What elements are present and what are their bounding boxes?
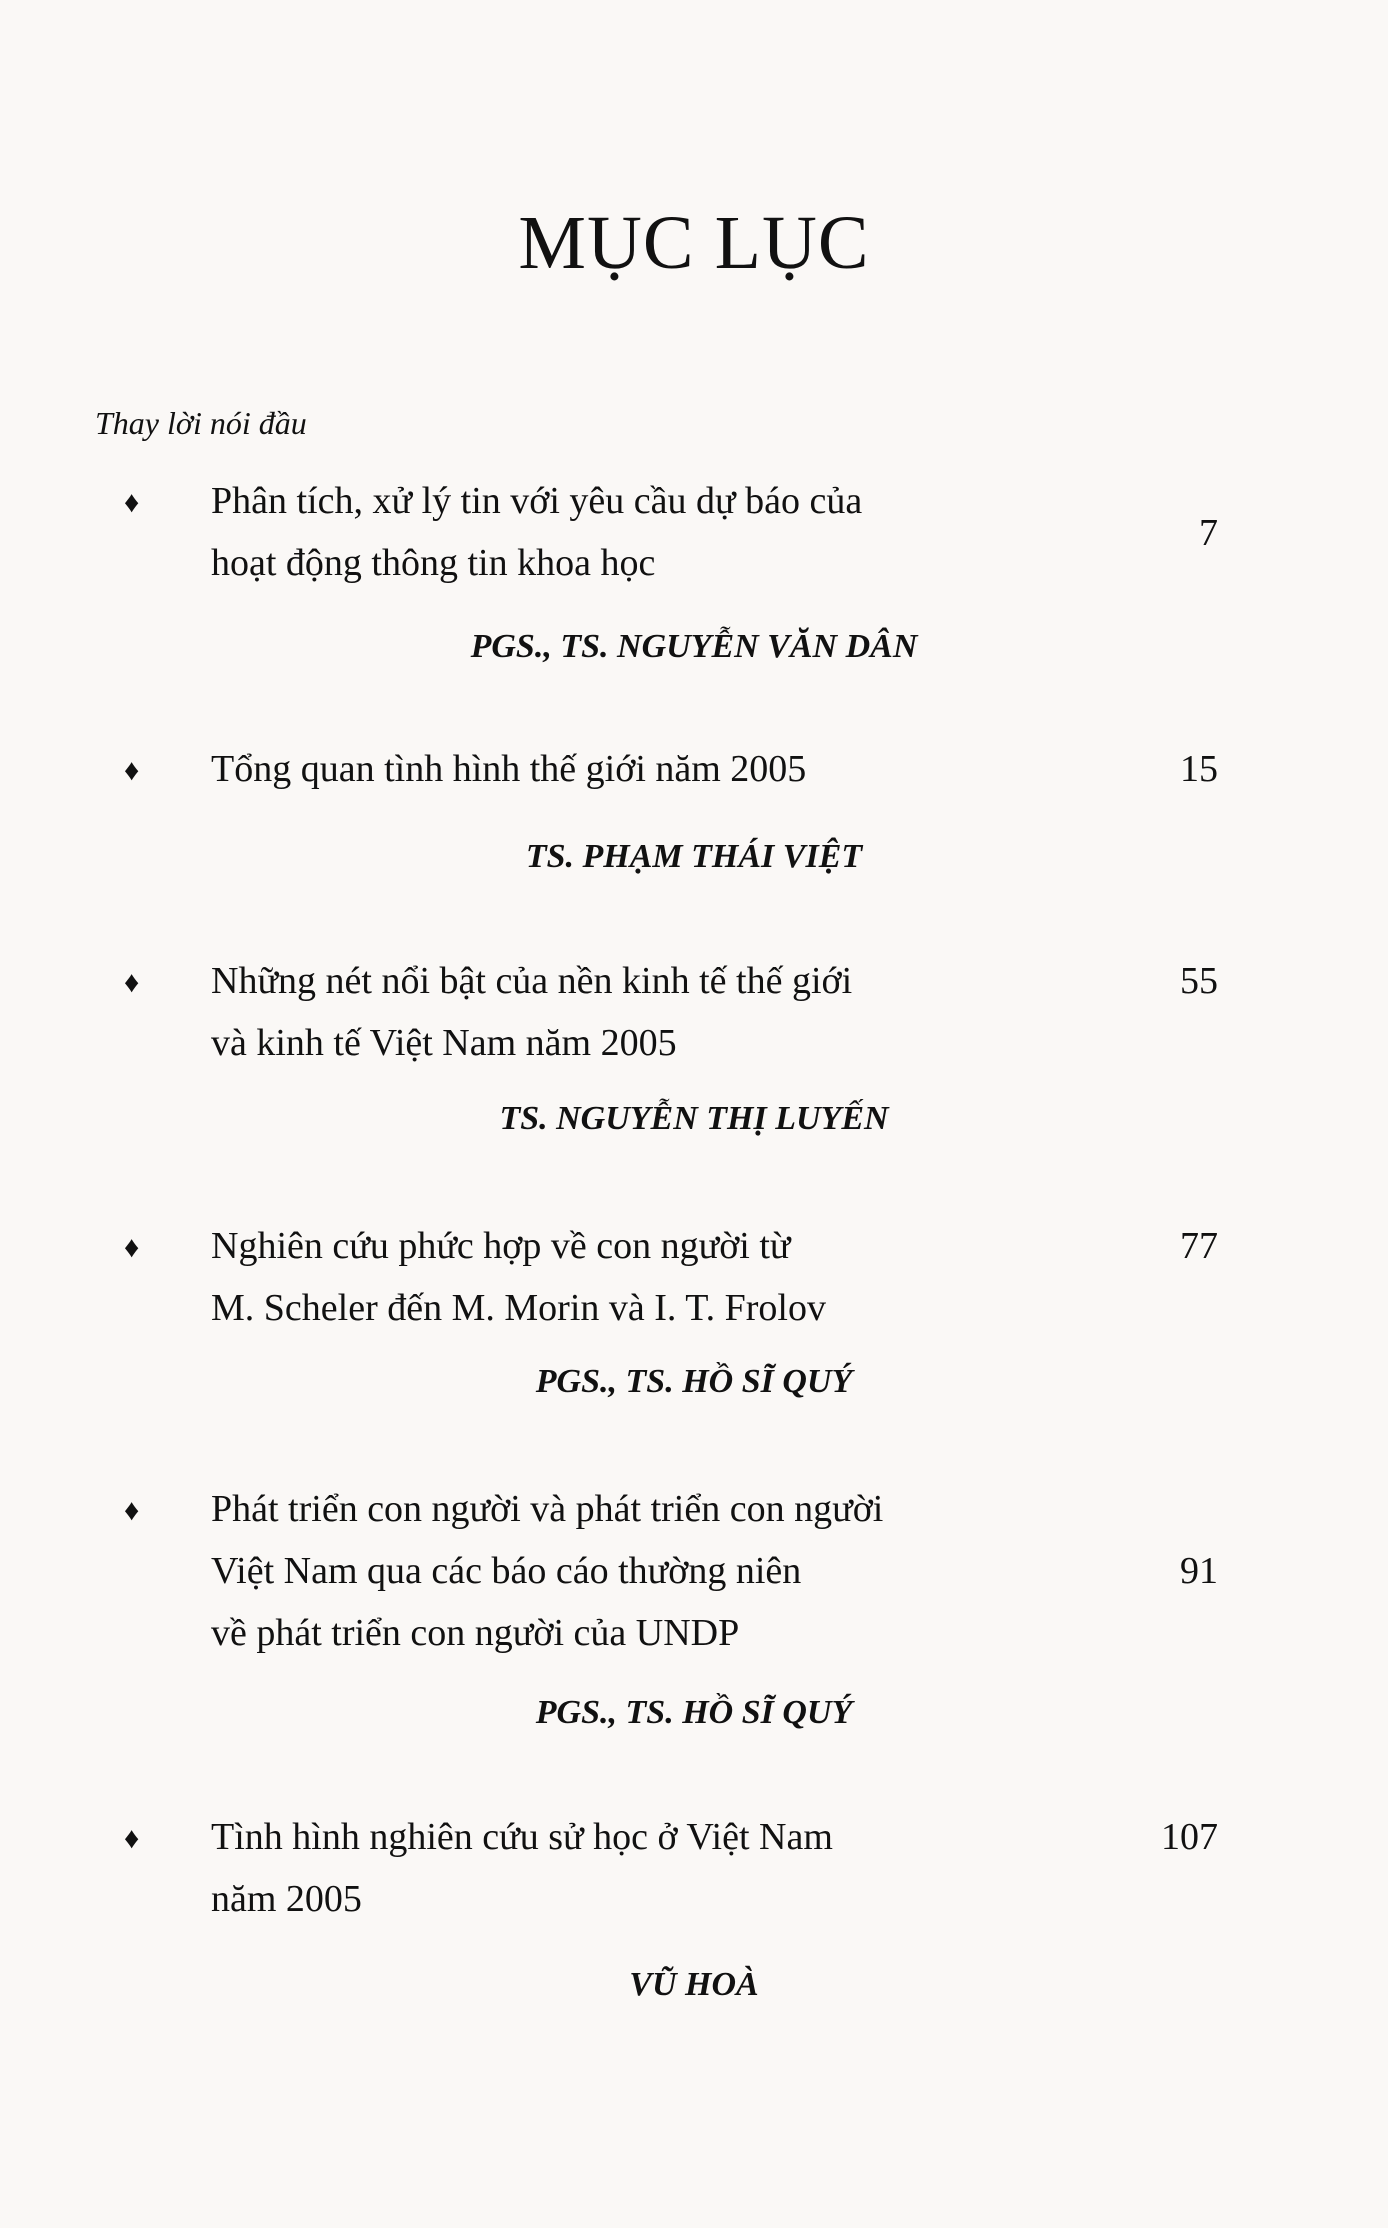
entry-title-line: Tổng quan tình hình thế giới năm 2005 [211,748,807,790]
entry-title[interactable] [211,1806,1031,1930]
entry-title[interactable] [211,470,1031,594]
diamond-bullet-icon: ♦ [124,486,140,519]
entry-title-line: Phân tích, xử lý tin với yêu cầu dự báo của [211,480,863,522]
diamond-bullet-icon: ♦ [124,1494,140,1527]
entry-author: PGS., TS. HỒ SĨ QUÝ [535,1694,853,1731]
entry-title-line: Việt Nam qua các báo cáo thường niên [211,1550,802,1592]
entry-title-line: hoạt động thông tin khoa học [211,542,656,584]
entry-title-line: M. Scheler đến M. Morin và I. T. Frolov [211,1287,826,1329]
page-number: 15 [1180,748,1218,790]
entry-author: PGS., TS. NGUYỄN VĂN DÂN [470,628,918,665]
entry-title-line: Những nét nổi bật của nền kinh tế thế giới [211,960,853,1002]
diamond-bullet-icon: ♦ [124,1822,140,1855]
page-title: MỤC LỤC [518,201,870,285]
page-number: 7 [1199,512,1218,554]
entry-title-line: Nghiên cứu phức hợp về con người từ [211,1225,791,1267]
entry-author: TS. PHẠM THÁI VIỆT [525,838,863,875]
entry-title-line: và kinh tế Việt Nam năm 2005 [211,1022,677,1064]
intro-label: Thay lời nói đầu [95,405,307,441]
diamond-bullet-icon: ♦ [124,754,140,787]
diamond-bullet-icon: ♦ [124,1231,140,1264]
page-number: 77 [1180,1225,1218,1267]
entry-title-line: năm 2005 [211,1878,362,1920]
entry-title[interactable] [211,950,1031,1074]
entry-title[interactable] [211,738,1031,800]
entry-author: TS. NGUYỄN THỊ LUYẾN [499,1100,889,1137]
entry-author: VŨ HOÀ [629,1966,759,2003]
page-number: 107 [1161,1816,1218,1858]
entry-author: PGS., TS. HỒ SĨ QUÝ [535,1363,853,1400]
entry-title[interactable] [211,1478,1031,1664]
entry-title[interactable] [211,1215,1031,1339]
diamond-bullet-icon: ♦ [124,966,140,999]
entry-title-line: về phát triển con người của UNDP [211,1612,740,1654]
entry-title-line: Tình hình nghiên cứu sử học ở Việt Nam [211,1816,833,1858]
entry-title-line: Phát triển con người và phát triển con người [211,1488,884,1530]
page-number: 91 [1180,1550,1218,1592]
page-number: 55 [1180,960,1218,1002]
